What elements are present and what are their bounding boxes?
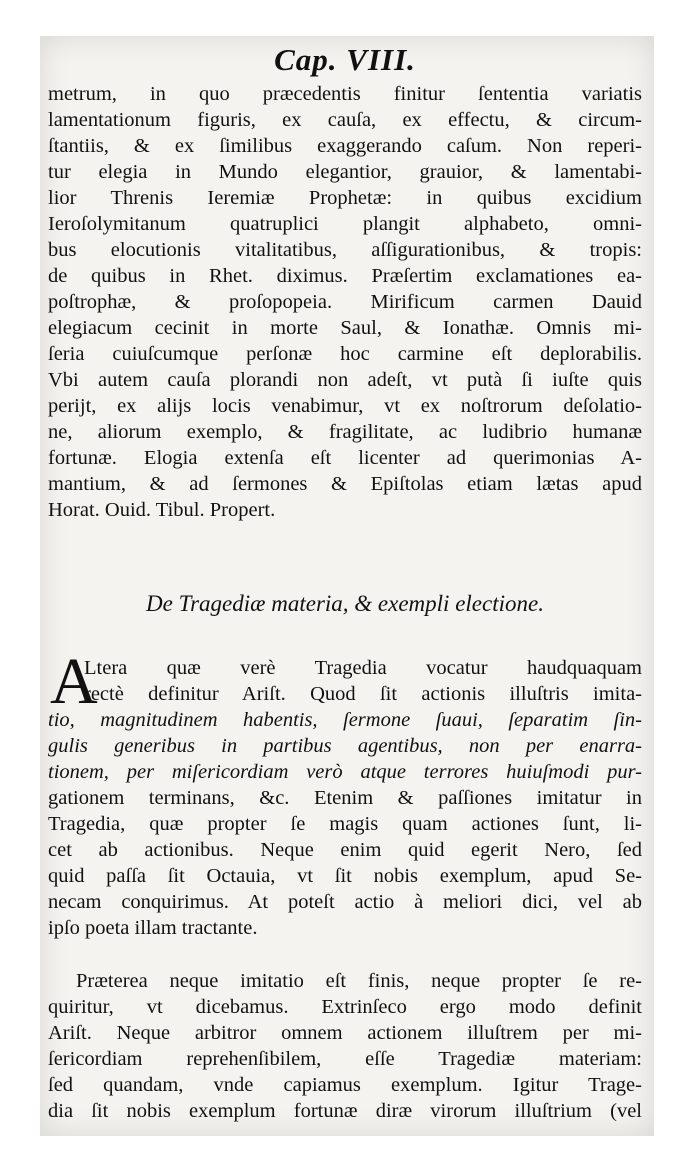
text-line: ſed quandam, vnde capiamus exemplum. Igitur Trage- (48, 1074, 642, 1096)
text-line: Præterea neque imitatio eſt finis, neque propter ſe re- (76, 970, 642, 992)
text-line: fortunæ. Elogia extenſa eſt licenter ad querimonias A- (48, 447, 642, 469)
text-line: bus elocutionis vitalitatibus, aſſigurationibus, & tropis: (48, 239, 642, 261)
text-line: Ieroſolymitanum quatruplici plangit alphabeto, omni- (48, 213, 642, 235)
text-line: ſeria cuiuſcumque perſonæ hoc carmine eſt deplorabilis. (48, 343, 642, 365)
text-line: Ltera quæ verè Tragedia vocatur haudquaquam (84, 657, 642, 679)
text-line: lior Threnis Ieremiæ Prophetæ: in quibus excidium (48, 187, 642, 209)
text-line: quiritur, vt dicebamus. Extrinſeco ergo modo definit (48, 996, 642, 1018)
text-line: tur elegia in Mundo elegantior, grauior, & lamentabi- (48, 161, 642, 183)
chapter-header: Cap. VIII. (274, 42, 416, 77)
text-line: necam conquirimus. At poteſt actio à meliori dici, vel ab (48, 891, 642, 913)
text-line: gationem terminans, &c. Etenim & paſſiones imitatur in (48, 787, 642, 809)
text-line: tio, magnitudinem habentis, ſermone ſuaui, ſeparatim ſin- (48, 709, 642, 731)
text-line: Horat. Ouid. Tibul. Propert. (48, 499, 276, 521)
text-line: mantium, & ad ſermones & Epiſtolas etiam lætas apud (48, 473, 642, 495)
paragraph-definition (48, 968, 642, 1124)
text-line: ipſo poeta illam tractante. (48, 917, 258, 939)
section-heading: De Tragediæ materia, & exempli electione. (146, 591, 544, 616)
text-line: Tragedia, quæ propter ſe magis quam actiones ſunt, li- (48, 813, 642, 835)
text-line: tionem, per miſericordiam verò atque terrores huiuſmodi pur- (48, 761, 642, 783)
text-line: de quibus in Rhet. diximus. Præſertim exclamationes ea- (48, 265, 642, 287)
text-line: poſtrophæ, & proſopopeia. Mirificum carmen Dauid (48, 291, 642, 313)
text-line: ſericordiam reprehenſibilem, eſſe Tragediæ materiam: (48, 1048, 642, 1070)
text-line: rectè definitur Ariſt. Quod ſit actionis illuſtris imita- (84, 683, 642, 705)
paragraph-tragedy (48, 645, 642, 941)
text-line: ne, aliorum exemplo, & fragilitate, ac ludibrio humanæ (48, 421, 642, 443)
drop-cap: A (50, 645, 98, 718)
text-line: ſtantiis, & ex ſimilibus exaggerando caſum. Non reperi- (48, 135, 642, 157)
text-line: cet ab actionibus. Neque enim quid egerit Nero, ſed (48, 839, 642, 861)
text-line: elegiacum cecinit in morte Saul, & Ionathæ. Omnis mi- (48, 317, 642, 339)
text-line: Ariſt. Neque arbitror omnem actionem illuſtrem per mi- (48, 1022, 642, 1044)
book-page (40, 36, 654, 1136)
text-line: perijt, ex alijs locis venabimur, vt ex noſtrorum deſolatio- (48, 395, 642, 417)
text-line: metrum, in quo præcedentis finitur ſententia variatis (48, 83, 642, 105)
text-line: dia ſit nobis exemplum fortunæ diræ virorum illuſtrium (vel (48, 1100, 642, 1122)
text-line: Vbi autem cauſa plorandi non adeſt, vt putà ſi iuſte quis (48, 369, 642, 391)
text-line: quid paſſa ſit Octauia, vt ſit nobis exemplum, apud Se- (48, 865, 642, 887)
paragraph-elegy (48, 81, 642, 523)
text-line: gulis generibus in partibus agentibus, non per enarra- (48, 735, 642, 757)
text-line: lamentationum figuris, ex cauſa, ex effectu, & circum- (48, 109, 642, 131)
